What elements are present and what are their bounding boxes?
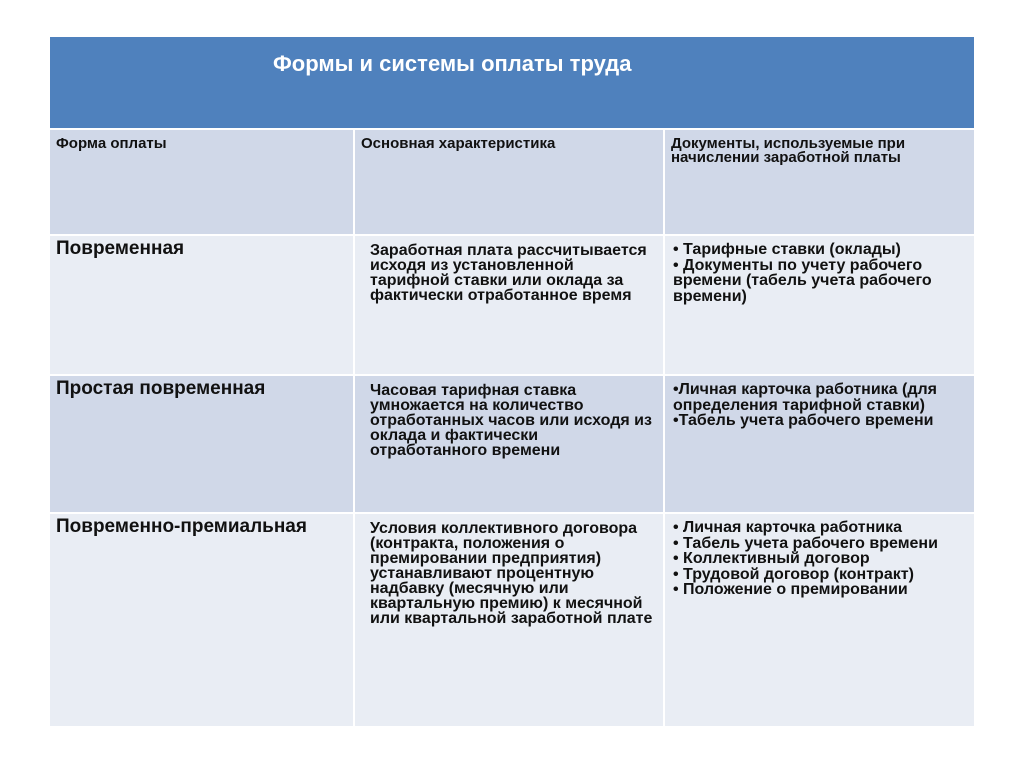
documents-list [665, 236, 974, 304]
table-row [50, 513, 974, 727]
list-item: • Личная карточка работника [673, 519, 903, 536]
title-row [50, 37, 974, 129]
list-item: • Трудовой договор (контракт) [673, 565, 914, 583]
form-cell [50, 513, 354, 727]
header-row [50, 129, 974, 235]
characteristic-cell [354, 235, 664, 375]
list-item: • Документы по учету рабочего времени (табель учета рабочего времени) [673, 256, 932, 305]
characteristic-cell [354, 375, 664, 513]
form-name: Простая повременная [56, 378, 266, 399]
list-item: •Личная карточка работника (для определения тарифной ставки) [673, 381, 938, 414]
header-cell-form [50, 129, 354, 235]
form-cell [50, 235, 354, 375]
characteristic-text: Условия коллективного договора (контракта, положения о премировании предприятия) устанавливают процентную надбавку (месячную или квартальную премию) к месячной или квартальной заработной плате [370, 520, 653, 627]
characteristic-text: Заработная плата рассчитывается исходя из установленной тарифной ставки или оклада за фактически отработанное время [370, 242, 647, 304]
list-item: • Табель учета рабочего времени [673, 534, 938, 552]
documents-cell [664, 235, 974, 375]
list-item: • Тарифные ставки (оклады) [673, 241, 901, 258]
documents-cell [664, 513, 974, 727]
header-documents-label: Документы, используемые при начислении заработной платы [671, 135, 906, 166]
list-item: • Положение о премировании [673, 581, 908, 598]
form-name: Повременная [56, 238, 185, 259]
documents-list [665, 376, 974, 429]
header-characteristic-label: Основная характеристика [361, 135, 556, 152]
characteristic-cell [354, 513, 664, 727]
header-cell-documents [664, 129, 974, 235]
list-item: • Коллективный договор [673, 550, 870, 567]
table-row [50, 375, 974, 513]
payment-forms-table [50, 37, 974, 728]
slide-title: Формы и системы оплаты труда [50, 37, 974, 129]
table-row [50, 235, 974, 375]
documents-list [665, 514, 974, 598]
header-form-label: Форма оплаты [56, 135, 167, 152]
characteristic-text: Часовая тарифная ставка умножается на количество отработанных часов или исходя из оклада и фактически отработанного времени [370, 382, 652, 459]
form-cell [50, 375, 354, 513]
list-item: •Табель учета рабочего времени [673, 412, 934, 429]
header-cell-characteristic [354, 129, 664, 235]
form-name: Повременно-премиальная [56, 516, 307, 537]
documents-cell [664, 375, 974, 513]
